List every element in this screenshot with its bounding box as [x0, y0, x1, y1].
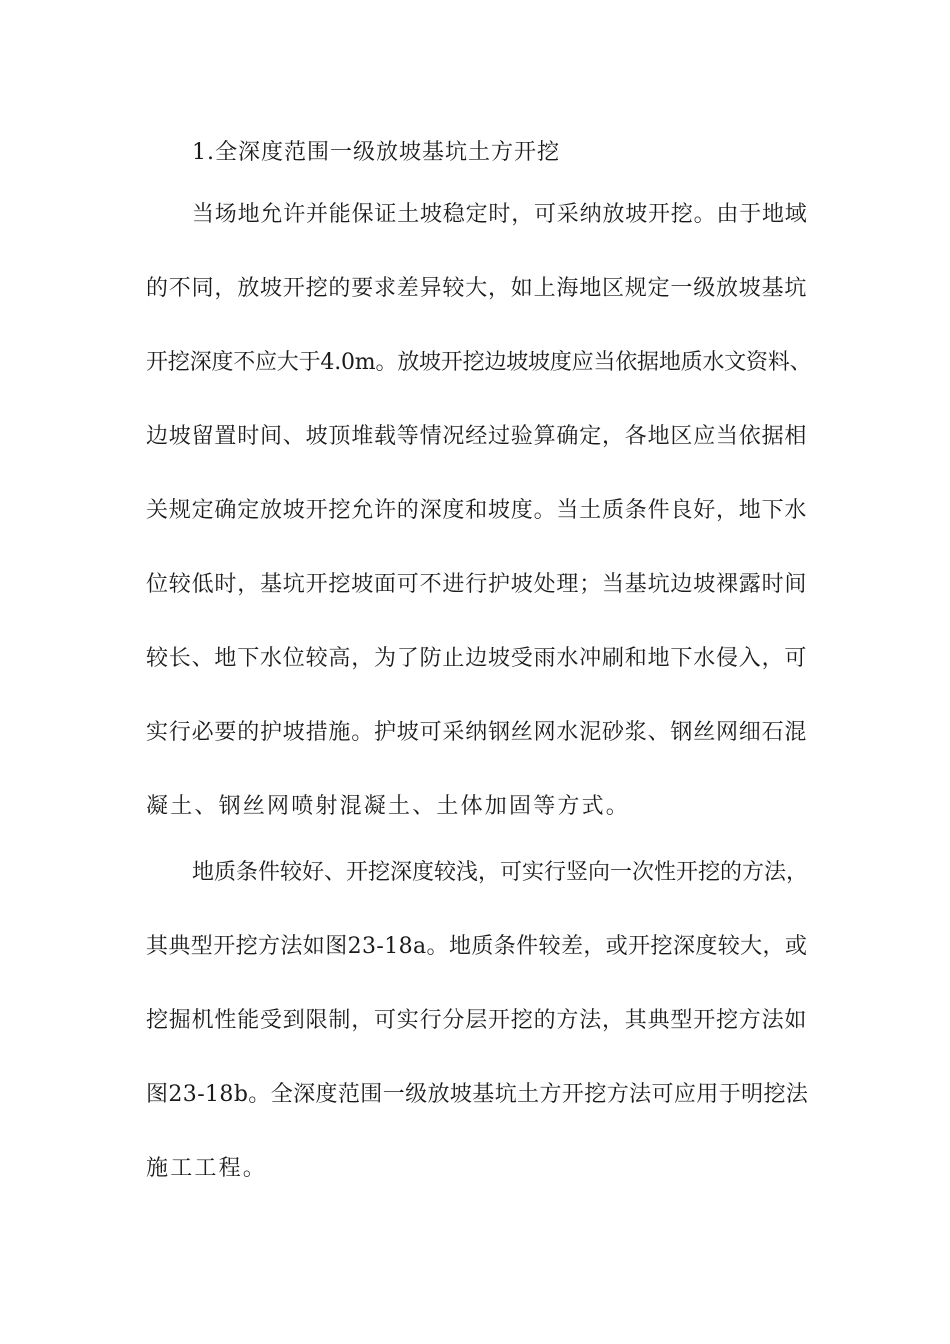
- paragraph-1-line-7: 较长、地下水位较高，为了防止边坡受雨水冲刷和地下水侵入，可: [146, 646, 808, 671]
- paragraph-2-line-5: 施工工程。: [146, 1156, 268, 1181]
- paragraph-1-line-3: 开挖深度不应大于4.0m。放坡开挖边坡坡度应当依据地质水文资料、: [146, 350, 812, 375]
- paragraph-1-line-2: 的不同，放坡开挖的要求差异较大，如上海地区规定一级放坡基坑: [146, 276, 808, 301]
- paragraph-2-line-3: 挖掘机性能受到限制，可实行分层开挖的方法，其典型开挖方法如: [146, 1008, 808, 1033]
- paragraph-2-line-4: 图23-18b。全深度范围一级放坡基坑土方开挖方法可应用于明挖法: [146, 1082, 809, 1107]
- section-heading: 1.全深度范围一级放坡基坑土方开挖: [192, 140, 560, 165]
- paragraph-1-line-5: 关规定确定放坡开挖允许的深度和坡度。当土质条件良好，地下水: [146, 498, 808, 523]
- paragraph-1-line-6: 位较低时，基坑开挖坡面可不进行护坡处理；当基坑边坡裸露时间: [146, 572, 808, 597]
- paragraph-1-line-9: 凝土、钢丝网喷射混凝土、土体加固等方式。: [146, 794, 631, 819]
- paragraph-1-line-1: 当场地允许并能保证土坡稳定时，可采纳放坡开挖。由于地域: [192, 202, 808, 227]
- paragraph-1-line-4: 边坡留置时间、坡顶堆载等情况经过验算确定，各地区应当依据相: [146, 424, 808, 449]
- paragraph-2-line-1: 地质条件较好、开挖深度较浅，可实行竖向一次性开挖的方法，: [192, 860, 809, 885]
- paragraph-1-line-8: 实行必要的护坡措施。护坡可采纳钢丝网水泥砂浆、钢丝网细石混: [146, 720, 808, 745]
- paragraph-2-line-2: 其典型开挖方法如图23-18a。地质条件较差，或开挖深度较大，或: [146, 934, 808, 959]
